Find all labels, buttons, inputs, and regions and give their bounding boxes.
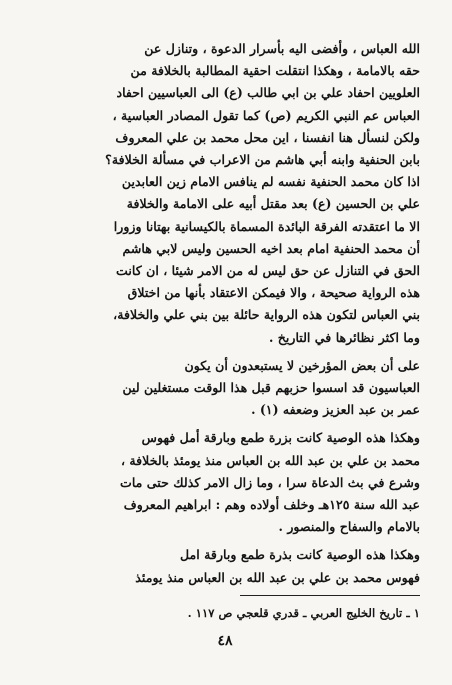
text-line: محمد بن علي بن عبد الله بن العباس منذ يومئذ بالخلافة ، [120,452,420,468]
text-line: هذه الرواية صحيحة ، والا فيمكن الاعتقاد بأنها من اختلاق [127,285,420,301]
text-line: الحق في التنازل عن حق ليس له من الامر شيئا ، ان كانت [116,263,420,279]
paragraph-4 [30,544,420,588]
text-line: فهوس محمد بن علي بن عبد الله بن العباس منذ يومئذ [135,569,420,585]
paragraph-3 [30,427,420,538]
text-line: على أن بعض المؤرخين لا يستبعدون أن يكون [184,357,420,373]
text-line: حقه بالامامة ، وهكذا انتقلت احقية المطالبة بالخلافة من [130,63,420,79]
page-number: ٤٨ [217,633,233,649]
book-page [30,38,420,678]
paragraph-1 [30,38,420,349]
text-line: بابن الحنفية وابنه أبي هاشم من الاعراب في مسألة الخلافة؟ [105,152,420,168]
text-line: ولكن لنسأل هنا انفسنا ، اين محل محمد بن علي المعروف [115,129,420,145]
footnote-divider [240,595,420,596]
text-line: العلويين احفاد علي بن ابي طالب (ع) الى العباسيين احفاد [116,85,420,101]
text-line: العباسيون قد اسسوا حزبهم قبل هذا الوقت مستغلين لين [122,380,420,396]
text-line: وما اكثر نظائرها في التاريخ . [268,329,420,345]
text-line: اذا كان محمد الحنفية نفسه لم ينافس الامام زين العابدين [121,174,420,190]
footnote: ١ ـ تاريخ الخليج العربي ـ قدري قلعجي ص ١١٧ . [187,605,420,620]
text-line: بالامام والسفاح والمنصور . [278,519,420,535]
text-line: وهكذا هذه الوصية كانت بذرة طمع وبارقة امل [180,547,420,563]
paragraph-2 [30,355,420,422]
text-line: الا ما اعتقدته الفرقة البائدة المسماة بالكيسانية بهتانا وزورا [113,218,420,234]
text-line: بني العباس لتكون هذه الرواية حائلة بين بني علي والخلافة، [113,307,420,323]
text-line: العباس عم النبي الكريم (ص) كما تقول المصادر العباسية ، [112,107,420,123]
text-line: عبد الله سنة ١٢٥هـ وخلف أولاده وهم : ابراهيم المعروف [123,497,420,513]
text-line: أن محمد الحنفية امام بعد اخيه الحسين وليس لابي هاشم [122,240,420,256]
text-line: وهكذا هذه الوصية كانت بزرة طمع وبارقة أمل فهوس [141,430,420,446]
text-line: علي بن الحسين (ع) بعد مقتل أبيه على الامامة والخلافة [126,196,420,212]
text-line: الله العباس ، وأفضى اليه بأسرار الدعوة ، وتنازل عن [144,41,420,56]
text-line: وشرع في بث الدعاة سرا ، وما زال الامر كذلك حتى مات [119,474,420,490]
text-line: عمر بن عبد العزيز وضعفه (١) . [251,402,420,418]
